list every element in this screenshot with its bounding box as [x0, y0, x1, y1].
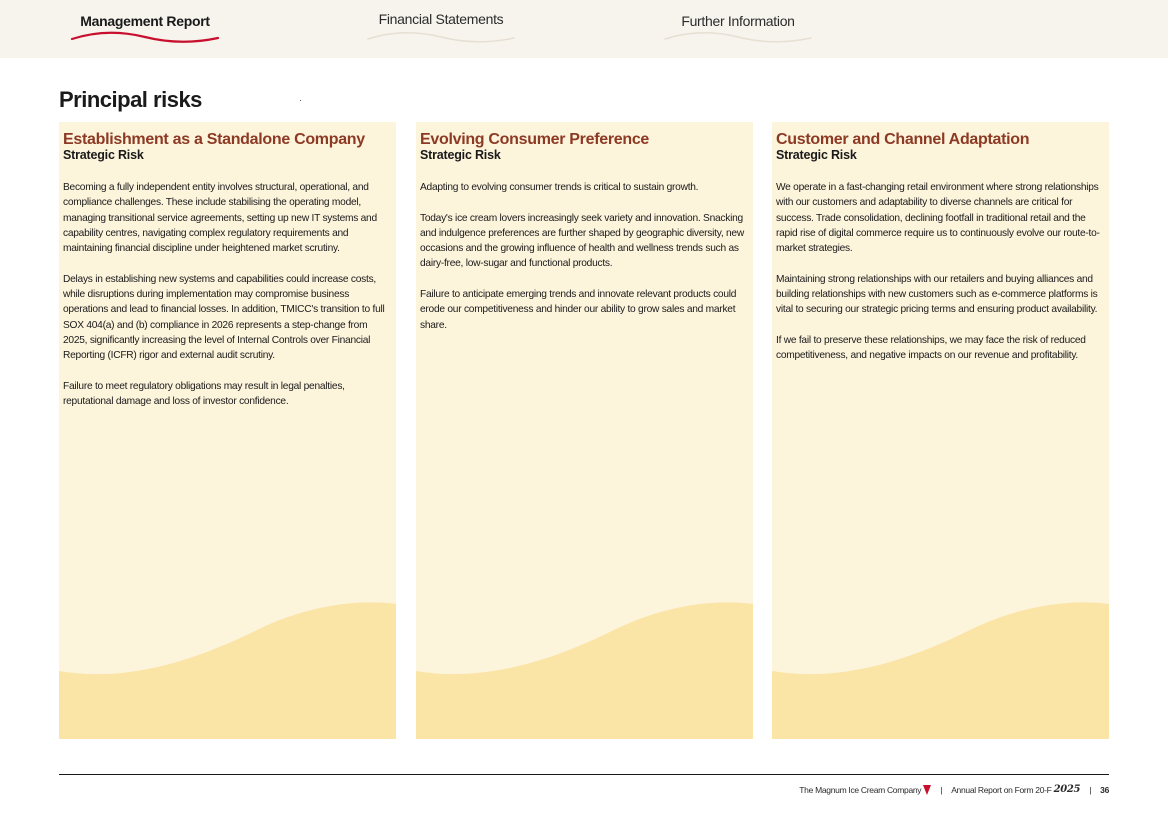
- risk-card: [416, 122, 753, 739]
- card-title: Evolving Consumer Preference: [420, 131, 650, 148]
- footer-company: The Magnum Ice Cream Company: [799, 784, 922, 795]
- wave-decoration: [59, 599, 396, 739]
- wave-decoration: [416, 599, 753, 739]
- tab-label: Management Report: [80, 13, 210, 29]
- footer: [799, 784, 1109, 795]
- card-subtitle: Strategic Risk: [776, 148, 857, 162]
- card-subtitle: Strategic Risk: [63, 148, 144, 162]
- tab-management-report[interactable]: [70, 0, 220, 58]
- footer-separator: |: [940, 784, 943, 795]
- risk-card: [59, 122, 396, 739]
- page-number: 36: [1100, 784, 1109, 795]
- card-paragraph: Becoming a fully independent entity involves structural, operational, and compliance challenges. These include stabilising the operating model, managing transitional service agreements, setting up new IT systems and capability centres, navigating complex regulatory requirements and maintaining financial discipline under heightened market scrutiny.: [63, 182, 377, 255]
- risk-card: [772, 122, 1109, 739]
- tab-label: Further Information: [681, 13, 795, 29]
- page-title: Principal risks: [59, 87, 202, 112]
- card-paragraph: Adapting to evolving consumer trends is critical to sustain growth.: [420, 182, 699, 193]
- card-paragraph: We operate in a fast-changing retail environment where strong relationships with our customers and adaptability to diverse channels are critical for success. Trade consolidation, declining footfall in traditional retail and the rapid rise of digital commerce require us to continuously evolve our route-to-market strategies.: [776, 182, 1100, 255]
- tab-further-information[interactable]: [663, 0, 813, 58]
- card-paragraph: Today's ice cream lovers increasingly seek variety and innovation. Snacking and indulgence preferences are further shaped by geographic diversity, new occasions and the growing influence of health and wellness trends such as dairy-free, low-sugar and functional products.: [420, 212, 744, 270]
- card-paragraph: Maintaining strong relationships with our retailers and buying alliances and building relationships with new customers such as e-commerce platforms is vital to securing our strategic pricing terms and ensuring product availability.: [776, 273, 1098, 316]
- card-title: Establishment as a Standalone Company: [63, 131, 365, 148]
- footer-year: 2025: [1053, 784, 1081, 795]
- card-title: Customer and Channel Adaptation: [776, 131, 1030, 148]
- tab-underline: [366, 28, 516, 44]
- tab-label: Financial Statements: [378, 11, 504, 27]
- card-subtitle: Strategic Risk: [420, 148, 501, 162]
- tab-financial-statements[interactable]: [366, 0, 516, 58]
- tab-underline: [663, 28, 813, 44]
- card-paragraph: Failure to anticipate emerging trends and innovate relevant products could erode our competitiveness and hinder our ability to grow sales and market share.: [420, 289, 737, 331]
- card-body: [420, 180, 750, 348]
- card-body: [63, 180, 393, 425]
- card-paragraph: If we fail to preserve these relationships, we may face the risk of reduced competitiveness, and negative impacts on our revenue and profitability.: [776, 334, 1086, 362]
- magnum-logo-icon: [923, 785, 931, 795]
- footer-divider: [59, 774, 1109, 775]
- wave-decoration: [772, 599, 1109, 739]
- card-paragraph: Delays in establishing new systems and capabilities could increase costs, while disruptions during implementation may compromise business operations and lead to financial losses. In addition, TMICC's transition to full SOX 404(a) and (b) compliance in 2026 represents a step-change from 2025, significantly increasing the level of Internal Controls over Financial Reporting (ICFR) rigor and external audit scrutiny.: [63, 273, 385, 362]
- footer-separator: |: [1089, 784, 1092, 795]
- card-paragraph: Failure to meet regulatory obligations may result in legal penalties, reputational damage and loss of investor confidence.: [63, 380, 345, 408]
- card-body: [776, 180, 1106, 379]
- decorative-dot: [300, 100, 301, 101]
- top-navigation: [0, 0, 1168, 58]
- footer-report: Annual Report on Form 20-F: [951, 784, 1052, 795]
- active-tab-underline: [70, 28, 220, 44]
